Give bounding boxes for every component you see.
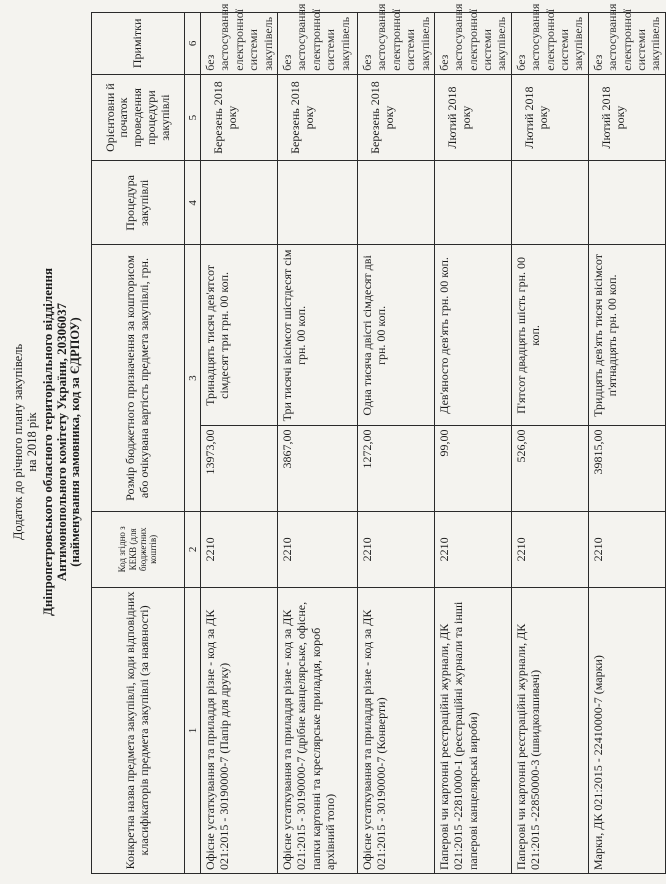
item-name: Офісне устаткування та приладдя різне - код за ДК 021:2015 - 30190000-7 (дрібне канцелярське, офісне, папки картонні та креслярське приладдя, короб архівний топо) xyxy=(277,587,357,873)
amount-figure: 3867,00 xyxy=(277,426,357,511)
item-name: Офісне устаткування та приладдя різне - код за ДК 021:2015 - 30190000-7 (Конверти) xyxy=(357,587,434,873)
table-header-row xyxy=(92,13,185,874)
doc-title-line2: на 2018 рік xyxy=(25,412,39,472)
amount-in-words: П'ятсот двадцять шість грн. 00 коп. xyxy=(511,245,588,426)
note: без застосування електронної системи закупівель xyxy=(357,13,434,75)
column-number: 1 xyxy=(185,587,201,873)
item-name: Марки, ДК 021:2015 - 22410000-7 (марки) xyxy=(588,587,665,873)
organization-name: Дніпропетровського обласного територіального відділення xyxy=(40,267,55,617)
procurement-table xyxy=(91,3,666,874)
kekv-code: 2210 xyxy=(588,511,665,587)
note: без застосування електронної системи закупівель xyxy=(277,13,357,75)
amount-figure: 526,00 xyxy=(511,426,588,511)
procedure-cell xyxy=(357,161,434,245)
organization-caption: (найменування замовника, код за ЄДРПОУ) xyxy=(68,317,82,567)
note: без застосування електронної системи закупівель xyxy=(511,13,588,75)
procedure-cell xyxy=(434,161,511,245)
kekv-code: 2210 xyxy=(277,511,357,587)
column-number-row xyxy=(185,13,201,874)
column-number: 5 xyxy=(185,74,201,161)
doc-title-line1: Додаток до річного плану закупівель xyxy=(11,343,25,541)
amount-in-words: Три тисячі вісімсот шістдесят сім грн. 00 коп. xyxy=(277,245,357,426)
header-notes: Примітки xyxy=(92,13,185,75)
kekv-code: 2210 xyxy=(511,511,588,587)
kekv-code: 2210 xyxy=(201,511,278,587)
table-row xyxy=(588,13,665,874)
table-row xyxy=(277,13,357,874)
note: без застосування електронної системи закупівель xyxy=(588,13,665,75)
kekv-code: 2210 xyxy=(434,511,511,587)
kekv-code: 2210 xyxy=(357,511,434,587)
column-number: 3 xyxy=(185,245,201,511)
column-number: 2 xyxy=(185,511,201,587)
table-row xyxy=(511,13,588,874)
column-number: 4 xyxy=(185,161,201,245)
organization-name-cont: Антимонопольного комітету України, 20306037 xyxy=(54,302,69,582)
procedure-cell xyxy=(511,161,588,245)
header-budget-amount: Розмір бюджетного призначення за кошторисом або очікувана вартість предмета закупівлі, грн. xyxy=(92,245,185,511)
start-date: Лютий 2018 року xyxy=(511,74,588,161)
amount-in-words: Одна тисяча двісті сімдесят дві грн. 00 коп. xyxy=(357,245,434,426)
header-kekv-code: Код згідно з КЕКВ (для бюджетних коштів) xyxy=(92,511,185,587)
procedure-cell xyxy=(277,161,357,245)
item-name: Офісне устаткування та приладдя різне - код за ДК 021:2015 - 30190000-7 (Папір для друку) xyxy=(201,587,278,873)
procedure-cell xyxy=(588,161,665,245)
table-row xyxy=(357,13,434,874)
item-name: Паперові чи картонні реєстраційні журнали, ДК 021:2015 -22850000-3 (швидкозшивачі) xyxy=(511,587,588,873)
amount-figure: 13973,00 xyxy=(201,426,278,511)
table-row xyxy=(201,13,278,874)
column-number: 6 xyxy=(185,13,201,75)
note: без застосування електронної системи закупівель xyxy=(201,13,278,75)
amount-in-words: Тринадцять тисяч дев'ятсот сімдесят три грн. 00 коп. xyxy=(201,245,278,426)
procedure-cell xyxy=(201,161,278,245)
start-date: Березень 2018 року xyxy=(357,74,434,161)
header-procedure: Процедура закупівлі xyxy=(92,161,185,245)
amount-in-words: Тридцять дев'ять тисяч вісімсот п'ятнадцять грн. 00 коп. xyxy=(588,245,665,426)
start-date: Лютий 2018 року xyxy=(588,74,665,161)
table-row xyxy=(434,13,511,874)
start-date: Березень 2018 року xyxy=(277,74,357,161)
amount-figure: 39815,00 xyxy=(588,426,665,511)
amount-figure: 99,00 xyxy=(434,426,511,511)
item-name: Паперові чи картонні реєстраційні журнали, ДК 021:2015 -22810000-1 (реєстраційні журнали та інші паперові канцелярські вироби) xyxy=(434,587,511,873)
header-item-name: Конкретна назва предмета закупівлі, коди відповідних класифікаторів предмета закупівлі (за наявності) xyxy=(92,587,185,873)
start-date: Березень 2018 року xyxy=(201,74,278,161)
amount-in-words: Дев'яносто дев'ять грн. 00 коп. xyxy=(434,245,511,426)
note: без застосування електронної системи закупівель xyxy=(434,13,511,75)
start-date: Лютий 2018 року xyxy=(434,74,511,161)
header-start-date: Орієнтовни й початок проведення процедури закупівлі xyxy=(92,74,185,161)
amount-figure: 1272,00 xyxy=(357,426,434,511)
